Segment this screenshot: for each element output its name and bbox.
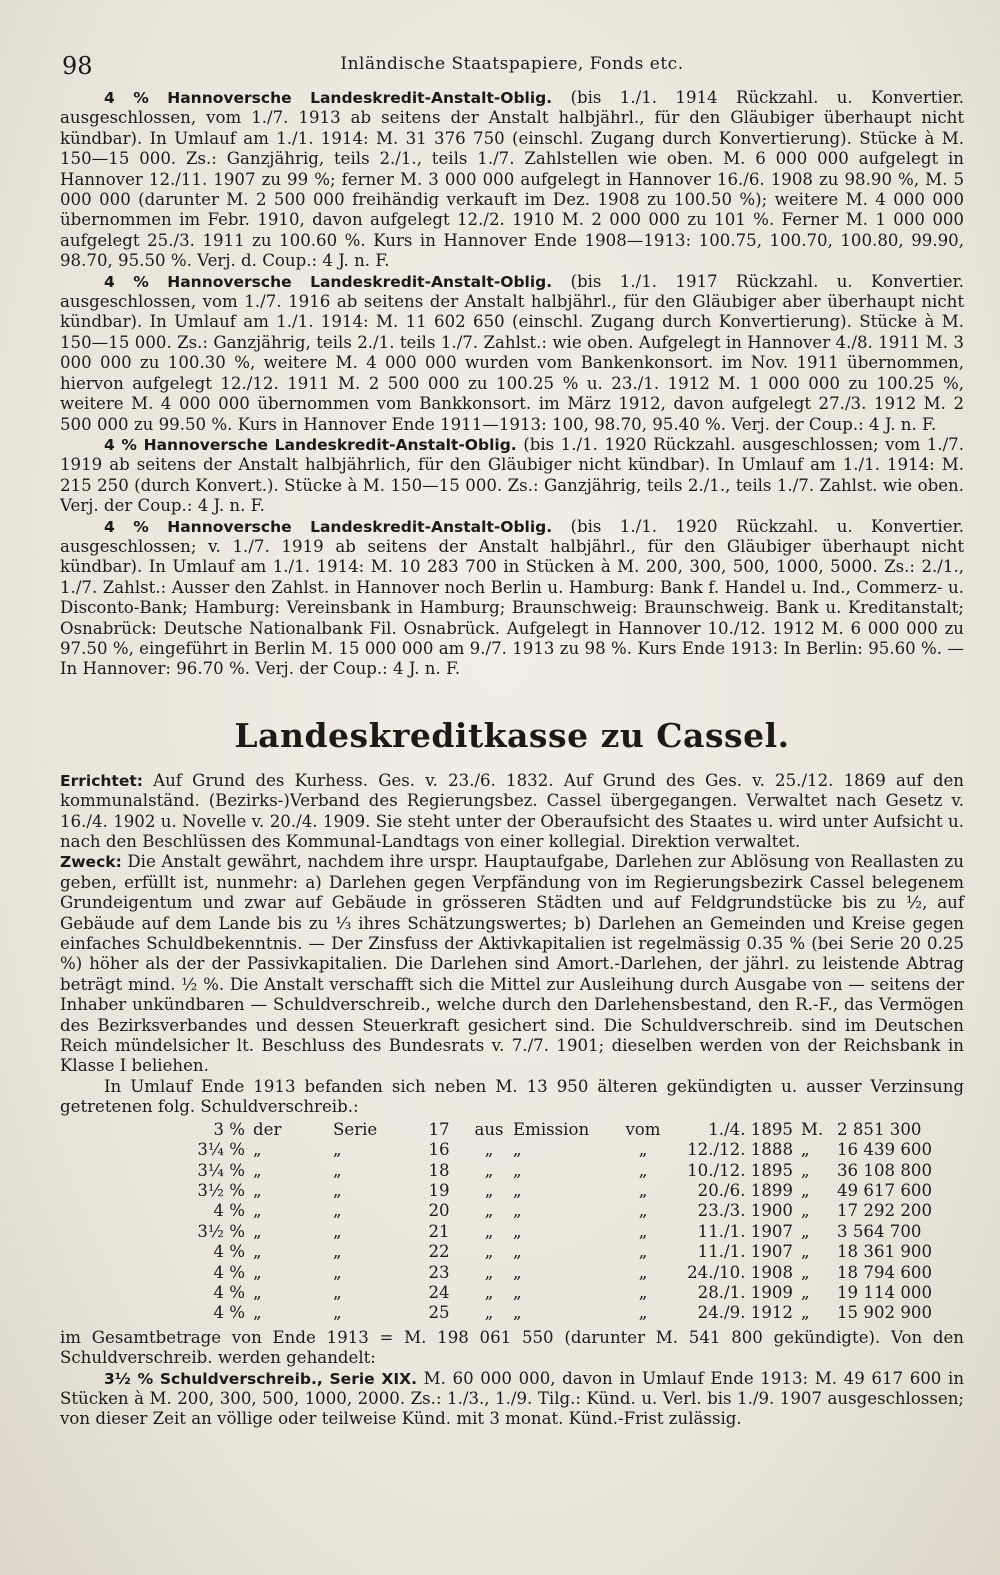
series-cell-num: 19 (428, 1180, 450, 1200)
serie-xix-paragraph (60, 1369, 964, 1430)
series-cell-date: 20./6. 1899 (697, 1180, 793, 1200)
series-cell-date: 23./3. 1900 (697, 1201, 793, 1221)
series-cell-rate: 4 % (213, 1242, 245, 1262)
total-paragraph: im Gesamtbetrage von Ende 1913 = M. 198 061 550 (darunter M. 541 800 gekündigte). Von den Schuldverschreib. werden gehandelt: (60, 1327, 964, 1368)
series-cell-m: „ (801, 1140, 810, 1160)
series-cell-num: 16 (428, 1140, 450, 1160)
series-cell-emission: Emission (513, 1119, 590, 1139)
series-cell-date: 24./10. 1908 (687, 1262, 793, 1282)
series-cell-vom: „ (638, 1221, 648, 1241)
series-cell-emission: „ (513, 1242, 522, 1262)
bond-entry-4 (60, 517, 964, 680)
series-cell-amount: 3 564 700 (837, 1221, 922, 1241)
series-cell-word: „ (253, 1242, 262, 1262)
series-cell-date: 1./4. 1895 (708, 1119, 793, 1139)
series-cell-amount: 36 108 800 (837, 1160, 933, 1180)
bond-entry-title: 4 % Hannoversche Landeskredit-Anstalt-Oblig. (104, 517, 553, 536)
series-cell-from: „ (484, 1282, 494, 1302)
series-cell-amount: 18 794 600 (837, 1262, 933, 1282)
series-cell-m: „ (801, 1242, 810, 1262)
series-cell-word: „ (253, 1140, 262, 1160)
series-cell-date: 28./1. 1909 (697, 1282, 793, 1302)
series-cell-amount: 49 617 600 (837, 1180, 933, 1200)
series-cell-num: 18 (428, 1160, 450, 1180)
series-cell-rate: 3 % (213, 1119, 245, 1139)
series-cell-num: 17 (428, 1119, 450, 1139)
series-cell-emission: „ (513, 1262, 522, 1282)
series-row (60, 1303, 964, 1323)
series-cell-serie: „ (333, 1201, 342, 1221)
series-cell-rate: 4 % (213, 1303, 245, 1323)
series-cell-serie: „ (333, 1303, 342, 1323)
series-cell-vom: vom (625, 1119, 661, 1139)
series-cell-amount: 2 851 300 (837, 1119, 922, 1139)
series-cell-emission: „ (513, 1180, 522, 1200)
series-cell-serie: „ (333, 1262, 342, 1282)
series-row (60, 1161, 964, 1181)
series-cell-serie: Serie (333, 1119, 378, 1139)
series-row (60, 1181, 964, 1201)
bond-entry-title: 4 % Hannoversche Landeskredit-Anstalt-Oblig. (104, 89, 553, 107)
series-cell-rate: 3¼ % (197, 1160, 245, 1180)
series-cell-m: M. (801, 1119, 824, 1139)
series-cell-amount: 16 439 600 (837, 1140, 933, 1160)
series-cell-vom: „ (638, 1140, 648, 1160)
series-cell-serie: „ (333, 1282, 342, 1302)
series-cell-rate: 4 % (213, 1282, 245, 1302)
series-cell-amount: 17 292 200 (837, 1201, 933, 1221)
series-cell-from: „ (484, 1221, 494, 1241)
series-cell-emission: „ (513, 1160, 522, 1180)
bond-entry-title: 4 % Hannoversche Landeskredit-Anstalt-Oblig. (104, 435, 517, 454)
series-cell-from: „ (484, 1180, 494, 1200)
series-cell-vom: „ (638, 1242, 648, 1262)
bond-entry-text: (bis 1./1. 1920 Rückzahl. u. Konvertier. ausgeschlossen; v. 1./7. 1919 ab seitens der Anstalt halbjährl., für den Gläubiger überhaupt nicht kündbar). In Umlauf am 1./1. 1914: M. 10 283 700 in Stücken à M. 200, 300, 500, 1000, 5000. Zs.: 2./1., 1./7. Zahlst.: Ausser den Zahlst. in Hannover noch Berlin u. Hamburg: Bank f. Handel u. Ind., Commerz- u. Disconto-Bank; Hamburg: Vereinsbank in Hamburg; Braunschweig: Braunschweig. Bank u. Kreditanstalt; Osnabrück: Deutsche Nationalbank Fil. Osnabrück. Aufgelegt in Hannover 10./12. 1912 M. 6 000 000 zu 97.50 %, eingeführt in Berlin M. 15 000 000 am 9./7. 1913 zu 98 %. Kurs Ende 1913: In Berlin: 95.60 %. — In Hannover: 96.70 %. Verj. der Coup.: 4 J. n. F. (60, 516, 964, 679)
series-cell-vom: „ (638, 1160, 648, 1180)
series-cell-emission: „ (513, 1303, 522, 1323)
series-cell-m: „ (801, 1303, 810, 1323)
bond-entry-title: 4 % Hannoversche Landeskredit-Anstalt-Oblig. (104, 272, 553, 291)
series-cell-m: „ (801, 1160, 810, 1180)
series-cell-serie: „ (333, 1221, 342, 1241)
series-cell-from: „ (484, 1303, 494, 1323)
series-cell-m: „ (801, 1180, 810, 1200)
series-row (60, 1201, 964, 1221)
series-cell-word: „ (253, 1221, 262, 1241)
bond-entry-text: (bis 1./1. 1920 Rückzahl. ausgeschlossen; vom 1./7. 1919 ab seitens der Anstalt halbjährlich, für den Gläubiger nicht kündbar). In Umlauf am 1./1. 1914: M. 215 250 (durch Konvert.). Stücke à M. 150—15 000. Zs.: Ganzjährig, teils 2./1., teils 1./7. Zahlst. wie oben. Verj. der Coup.: 4 J. n. F. (60, 434, 964, 516)
series-cell-rate: 3½ % (197, 1180, 245, 1200)
series-cell-emission: „ (513, 1201, 522, 1221)
series-cell-word: der (253, 1119, 282, 1139)
series-cell-num: 23 (428, 1262, 450, 1282)
series-cell-num: 25 (428, 1303, 450, 1323)
zweck-text: Die Anstalt gewährt, nachdem ihre urspr. Hauptaufgabe, Darlehen zur Ablösung von Reallasten zu geben, erfüllt ist, nunmehr: a) Darlehen gegen Verpfändung von im Regierungsbezirk Cassel belegenem Grundeigentum und zwar auf Gebäude in grösseren Städten und auf Feldgrundstücke bis zu ½, auf Gebäude auf dem Lande bis zu ⅓ ihres Schätzungswertes; b) Darlehen an Gemeinden und Kreise gegen einfaches Schuldbekenntnis. — Der Zinsfuss der Aktivkapitalien ist regelmässig 0.35 % (bei Serie 20 0.25 %) höher als der der Passivkapitalien. Die Darlehen sind Amort.-Darlehen, der jährl. zu leistende Abtrag beträgt mind. ½ %. Die Anstalt verschafft sich die Mittel zur Ausleihung durch Ausgabe von — seitens der Inhaber unkündbaren — Schuldverschreib., welche durch den Darlehensbestand, den R.-F., das Vermögen des Bezirksverbandes und dessen Steuerkraft gesichert sind. Die Schuldverschreib. sind im Deutschen Reich mündelsicher lt. Beschluss des Bundesrats v. 7./7. 1901; dieselben werden von der Reichsbank in Klasse I beliehen. (60, 852, 964, 1076)
bond-entry-1 (60, 88, 964, 272)
series-cell-word: „ (253, 1180, 262, 1200)
series-cell-rate: 3¼ % (197, 1140, 245, 1160)
series-cell-from: aus (474, 1119, 504, 1139)
series-cell-word: „ (253, 1160, 262, 1180)
series-cell-date: 11./1. 1907 (697, 1221, 793, 1241)
series-cell-serie: „ (333, 1180, 342, 1200)
series-cell-vom: „ (638, 1262, 648, 1282)
series-cell-from: „ (484, 1201, 494, 1221)
series-cell-amount: 19 114 000 (837, 1282, 933, 1302)
series-row (60, 1140, 964, 1160)
series-cell-emission: „ (513, 1221, 522, 1241)
series-cell-word: „ (253, 1201, 262, 1221)
series-row (60, 1283, 964, 1303)
series-cell-date: 12./12. 1888 (687, 1140, 793, 1160)
series-cell-from: „ (484, 1140, 494, 1160)
series-cell-m: „ (801, 1262, 810, 1282)
bond-entry-text: (bis 1./1. 1914 Rückzahl. u. Konvertier. ausgeschlossen, vom 1./7. 1913 ab seitens der Anstalt halbjährl., für den Gläubiger überhaupt nicht kündbar). In Umlauf am 1./1. 1914: M. 31 376 750 (einschl. Zugang durch Konvertierung). Stücke à M. 150—15 000. Zs.: Ganzjährig, teils 2./1., teils 1./7. Zahlstellen wie oben. M. 6 000 000 aufgelegt in Hannover 12./11. 1907 zu 99 %; ferner M. 3 000 000 aufgelegt in Hannover 16./6. 1908 zu 98.90 %, M. 5 000 000 (darunter M. 2 500 000 freihändig verkauft im Dez. 1908 zu 100.50 %); weitere M. 4 000 000 übernommen im Febr. 1910, davon aufgelegt 12./2. 1910 M. 2 000 000 zu 101 %. Ferner M. 1 000 000 aufgelegt 25./3. 1911 zu 100.60 %. Kurs in Hannover Ende 1908—1913: 100.75, 100.70, 100.80, 99.90, 98.70, 95.50 %. Verj. d. Coup.: 4 J. n. F. (60, 88, 964, 271)
series-cell-rate: 4 % (213, 1201, 245, 1221)
serie-xix-title: 3½ % Schuldverschreib., Serie XIX. (104, 1369, 417, 1388)
zweck-label: Zweck: (60, 853, 122, 872)
series-cell-rate: 3½ % (197, 1221, 245, 1241)
zweck-paragraph (60, 852, 964, 1076)
series-cell-amount: 18 361 900 (837, 1242, 933, 1262)
series-cell-num: 24 (428, 1282, 450, 1302)
series-row (60, 1242, 964, 1262)
bond-entry-2 (60, 272, 964, 435)
series-cell-vom: „ (638, 1282, 648, 1302)
series-cell-m: „ (801, 1201, 810, 1221)
bond-entry-text: (bis 1./1. 1917 Rückzahl. u. Konvertier. ausgeschlossen, vom 1./7. 1916 ab seitens der Anstalt halbjährl., für den Gläubiger aber überhaupt nicht kündbar). In Umlauf am 1./1. 1914: M. 11 602 650 (einschl. Zugang durch Konvertierung). Stücke à M. 150—15 000. Zs.: Ganzjährig, teils 2./1. teils 1./7. Zahlst.: wie oben. Aufgelegt in Hannover 4./8. 1911 M. 3 000 000 zu 100.30 %, weitere M. 4 000 000 wurden vom Bankenkonsort. im Nov. 1911 übernommen, hiervon aufgelegt 12./12. 1911 M. 2 500 000 zu 100.25 % u. 23./1. 1912 M. 1 000 000 zu 100.25 %, weitere M. 4 000 000 übernommen vom Bankkonsort. im März 1912, davon aufgelegt 27./3. 1912 M. 2 500 000 zu 99.50 %. Kurs in Hannover Ende 1911—1913: 100, 98.70, 95.40 %. Verj. der Coup.: 4 J. n. F. (60, 271, 964, 434)
series-cell-word: „ (253, 1262, 262, 1282)
umlauf-paragraph: In Umlauf Ende 1913 befanden sich neben M. 13 950 älteren gekündigten u. ausser Verzinsung getretenen folg. Schuldverschreib.: (60, 1076, 964, 1117)
series-row (60, 1263, 964, 1283)
series-cell-from: „ (484, 1262, 494, 1282)
bond-entry-3 (60, 435, 964, 517)
page-number: 98 (62, 52, 93, 80)
series-cell-serie: „ (333, 1140, 342, 1160)
serie-xix-text: M. 60 000 000, davon in Umlauf Ende 1913: M. 49 617 600 in Stücken à M. 200, 300, 500, 1000, 2000. Zs.: 1./3., 1./9. Tilg.: Künd. u. Verl. bis 1./9. 1907 ausgeschlossen; von dieser Zeit an völlige oder teilweise Künd. mit 3 monat. Künd.-Frist zulässig. (60, 1368, 965, 1429)
series-cell-num: 22 (428, 1242, 450, 1262)
series-cell-word: „ (253, 1303, 262, 1323)
series-cell-date: 10./12. 1895 (687, 1160, 793, 1180)
series-cell-m: „ (801, 1282, 810, 1302)
series-cell-date: 24./9. 1912 (697, 1303, 793, 1323)
series-cell-emission: „ (513, 1282, 522, 1302)
errichtet-text: Auf Grund des Kurhess. Ges. v. 23./6. 1832. Auf Grund des Ges. v. 25./12. 1869 auf den kommunalständ. (Bezirks-)Verband des Regierungsbez. Cassel übergegangen. Verwaltet nach Gesetz v. 16./4. 1902 u. Novelle v. 20./4. 1909. Sie steht unter der Oberaufsicht des Staates u. wird unter Aufsicht u. nach den Beschlüssen des Kommunal-Landtags von einer kollegial. Direktion verwaltet. (60, 770, 964, 851)
errichtet-paragraph (60, 771, 964, 853)
series-cell-vom: „ (638, 1180, 648, 1200)
series-cell-date: 11./1. 1907 (697, 1242, 793, 1262)
section-title: Landeskreditkasse zu Cassel. (234, 715, 790, 755)
errichtet-label: Errichtet: (60, 771, 143, 790)
series-cell-emission: „ (513, 1140, 522, 1160)
series-cell-serie: „ (333, 1160, 342, 1180)
series-cell-rate: 4 % (213, 1262, 245, 1282)
series-cell-word: „ (253, 1282, 262, 1302)
series-table (60, 1120, 964, 1324)
series-cell-m: „ (801, 1221, 810, 1241)
series-cell-vom: „ (638, 1201, 648, 1221)
series-cell-num: 21 (428, 1221, 450, 1241)
series-table-body (60, 1120, 964, 1324)
series-cell-from: „ (484, 1242, 494, 1262)
series-cell-from: „ (484, 1160, 494, 1180)
series-cell-amount: 15 902 900 (837, 1303, 933, 1323)
series-cell-serie: „ (333, 1242, 342, 1262)
running-title: Inländische Staatspapiere, Fonds etc. (340, 54, 684, 74)
series-cell-vom: „ (638, 1303, 648, 1323)
series-cell-num: 20 (428, 1201, 450, 1221)
series-row (60, 1120, 964, 1140)
page-header (60, 44, 964, 88)
series-row (60, 1222, 964, 1242)
